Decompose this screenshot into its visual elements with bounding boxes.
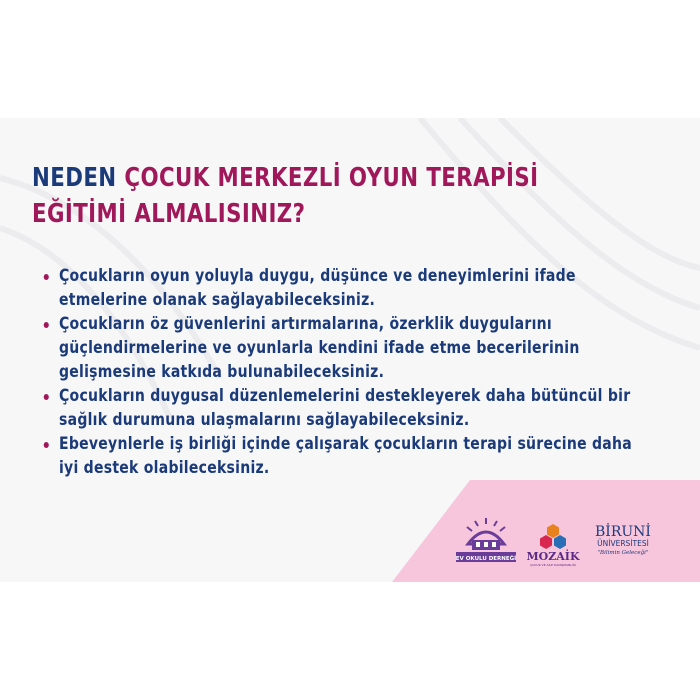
mozaik-subtitle: ÇOCUK VE AİLE DANIŞMANLIĞI [529,563,577,567]
mozaik-logo [522,520,584,570]
ev-okulu-logo [450,518,522,568]
partner-logos [450,518,700,582]
list-item: Ebeveynlerle iş birliği içinde çalışarak çocukların terapi sürecine daha iyi destek olabileceksiniz. [42,432,654,480]
title-line-2: EĞİTİMİ ALMALISINIZ? [32,199,306,229]
biruni-logo [588,520,658,570]
title-prefix: NEDEN [32,163,125,193]
benefits-list [42,264,654,480]
biruni-subtitle: ÜNİVERSİTESİ [597,539,649,548]
bullet-dot-icon [44,442,49,448]
biruni-name: BİRUNİ [595,524,651,540]
title-highlight: ÇOCUK MERKEZLİ OYUN TERAPİSİ [124,163,539,193]
bullet-dot-icon [44,322,49,328]
list-item: Çocukların duygusal düzenlemelerini destekleyerek daha bütüncül bir sağlık durumuna ulaşmalarını sağlayabileceksiniz. [42,384,654,432]
page-title [32,160,539,232]
slide-card [0,118,700,582]
list-item: Çocukların öz güvenlerini artırmalarına, özerklik duygularını güçlendirmelerine ve oyunlarla kendini ifade etme becerilerinin gelişmesine katkıda bulunabileceksiniz. [42,312,654,384]
list-item: Çocukların oyun yoluyla duygu, düşünce ve deneyimlerini ifade etmelerine olanak sağlayabileceksiniz. [42,264,654,312]
bullet-dot-icon [44,274,49,280]
mozaik-name: MOZAİK [526,550,580,563]
bullet-dot-icon [44,394,49,400]
biruni-slogan: "Bilimin Geleceği" [597,550,649,556]
ev-okulu-name: EV OKULU DERNEĞİ [455,556,517,562]
